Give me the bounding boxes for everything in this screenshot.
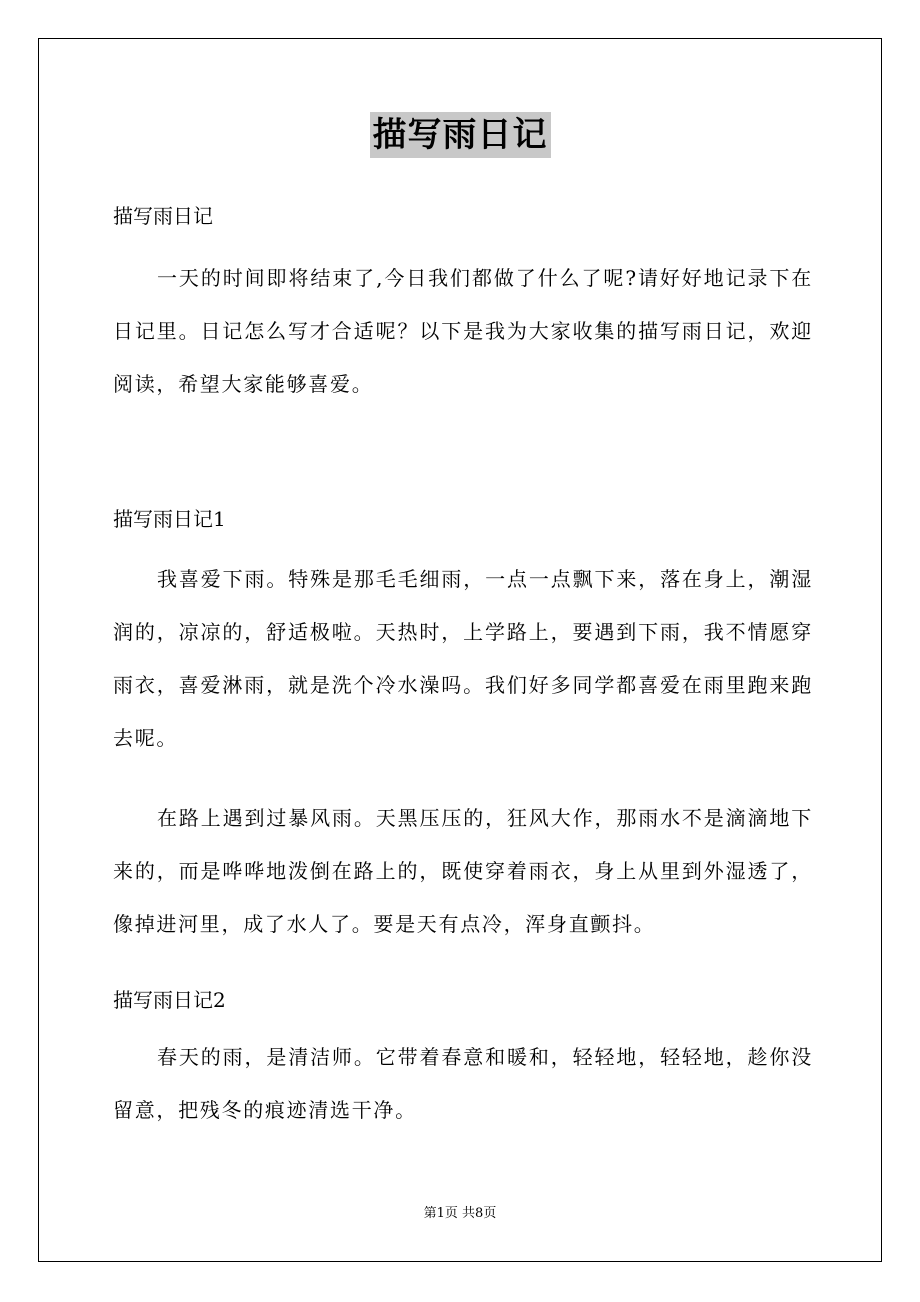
section-1-paragraph-1: 我喜爱下雨。特殊是那毛毛细雨，一点一点飘下来，落在身上，潮湿润的，凉凉的，舒适极啦。天热时，上学路上，要遇到下雨，我不情愿穿雨衣，喜爱淋雨，就是洗个冷水澡吗。我们好多同学都喜爱在雨里跑来跑去呢。 (113, 567, 813, 750)
section-2-paragraph-1: 春天的雨，是清洁师。它带着春意和暖和，轻轻地，轻轻地，趁你没留意，把残冬的痕迹清选干净。 (113, 1045, 813, 1122)
section-1-paragraph-2: 在路上遇到过暴风雨。天黑压压的，狂风大作，那雨水不是滴滴地下来的，而是哗哗地泼倒在路上的，既使穿着雨衣，身上从里到外湿透了，像掉进河里，成了水人了。要是天有点冷，浑身直颤抖。 (113, 806, 813, 936)
document-title (0, 112, 920, 160)
document-title-text: 描写雨日记 (370, 112, 551, 158)
section-2-heading: 描写雨日记2 (113, 988, 226, 1012)
section-1-heading: 描写雨日记1 (113, 507, 226, 531)
intro-heading: 描写雨日记 (113, 204, 213, 228)
page-number-footer: 第1页 共8页 (423, 1206, 497, 1221)
intro-paragraph: 一天的时间即将结束了,今日我们都做了什么了呢?请好好地记录下在日记里。日记怎么写才合适呢？以下是我为大家收集的描写雨日记，欢迎阅读，希望大家能够喜爱。 (113, 266, 813, 396)
